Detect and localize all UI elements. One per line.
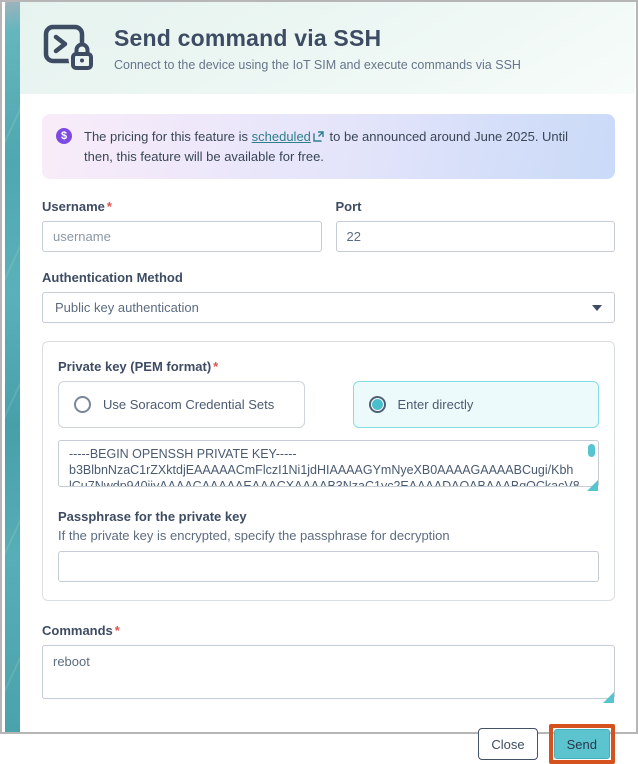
dollar-coin-icon: $ [56, 128, 72, 144]
auth-method-selected-value: Public key authentication [55, 300, 199, 315]
scrollbar-thumb[interactable] [588, 444, 595, 457]
background-texture [5, 2, 20, 732]
private-key-label [58, 359, 599, 374]
banner-text-after: to be announced around June 2025. Until then, this feature will be available for free. [84, 129, 569, 164]
modal-footer [42, 722, 615, 764]
auth-method-group [42, 270, 615, 323]
private-key-textarea-wrap [58, 440, 599, 492]
commands-label [42, 623, 615, 638]
passphrase-helper-text: If the private key is encrypted, specify the passphrase for decryption [58, 528, 450, 543]
radio-enter-directly-label: Enter directly [397, 397, 474, 412]
radio-selected-icon [369, 396, 386, 413]
username-label-text: Username [42, 199, 105, 214]
username-field-group [42, 199, 322, 252]
credentials-row [42, 199, 615, 270]
passphrase-label: Passphrase for the private key [58, 509, 247, 524]
key-source-options [58, 381, 599, 428]
resize-handle[interactable] [587, 480, 598, 491]
port-input[interactable] [336, 221, 616, 252]
modal-header [20, 2, 635, 94]
banner-text-before: The pricing for this feature is [84, 129, 252, 144]
private-key-textarea[interactable] [58, 440, 599, 487]
send-button[interactable]: Send [554, 729, 610, 759]
port-label: Port [335, 199, 362, 214]
private-key-section [42, 341, 615, 601]
required-asterisk: * [106, 199, 112, 214]
radio-soracom-credential-sets[interactable] [58, 381, 305, 428]
annotation-highlight-box [549, 724, 615, 764]
chevron-down-icon [592, 305, 602, 311]
pricing-banner [42, 114, 615, 179]
page-title: Send command via SSH [114, 24, 382, 51]
terminal-lock-icon [42, 22, 98, 74]
commands-textarea[interactable] [42, 645, 615, 699]
commands-group [42, 623, 615, 704]
header-text [114, 25, 521, 72]
modal-body [20, 94, 635, 764]
radio-enter-directly[interactable] [353, 381, 600, 428]
commands-label-text: Commands [42, 623, 113, 638]
passphrase-input[interactable] [58, 551, 599, 582]
radio-unselected-icon [74, 396, 91, 413]
ssh-command-modal [20, 2, 635, 752]
private-key-label-text: Private key (PEM format) [58, 359, 212, 374]
close-button[interactable]: Close [478, 728, 537, 760]
username-label [42, 199, 322, 214]
pricing-banner-text [84, 127, 599, 166]
commands-textarea-wrap [42, 645, 615, 704]
page-subtitle: Connect to the device using the IoT SIM and execute commands via SSH [114, 57, 521, 72]
required-asterisk: * [114, 623, 120, 638]
username-input[interactable] [42, 221, 322, 252]
port-field-group [336, 199, 616, 252]
auth-method-select[interactable] [42, 292, 615, 323]
external-link-icon [313, 128, 324, 147]
required-asterisk: * [213, 359, 219, 374]
resize-handle[interactable] [603, 692, 614, 703]
radio-soracom-label: Use Soracom Credential Sets [103, 397, 275, 412]
scheduled-link[interactable]: scheduled [251, 129, 311, 144]
auth-method-label: Authentication Method [42, 270, 183, 285]
